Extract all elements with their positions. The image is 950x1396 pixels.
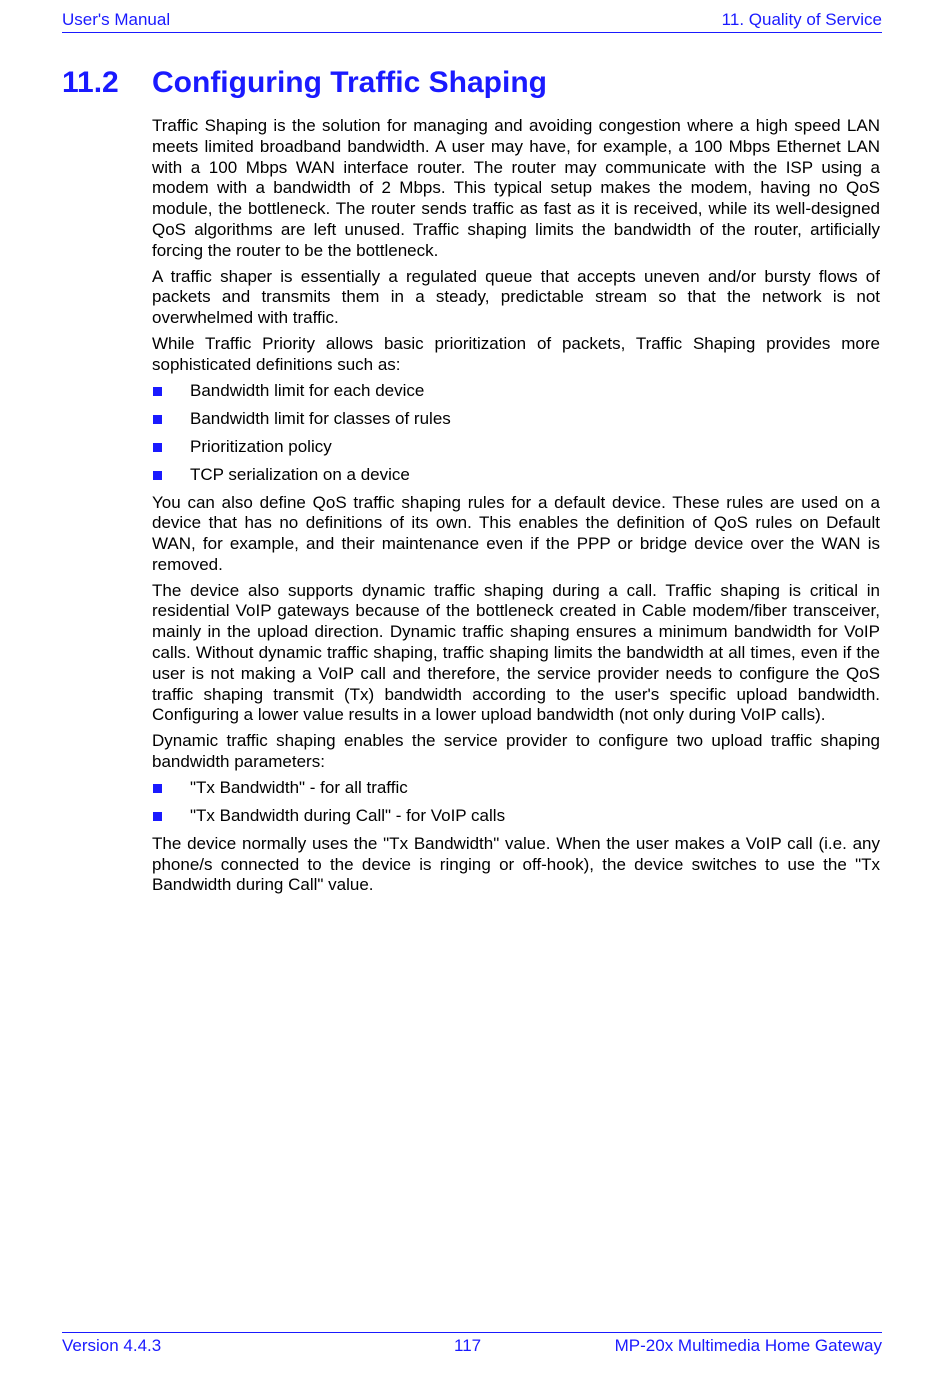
footer-version: Version 4.4.3 (62, 1336, 162, 1355)
square-bullet-icon (153, 415, 162, 424)
paragraph-dynamic-shaping: The device also supports dynamic traffic shaping during a call. Traffic shaping is critical in residential VoIP gateways because of the bottleneck created in Cable modem/fiber transceiver, mainly in the upload direction. Dynamic traffic shaping ensures a minimum bandwidth for VoIP calls. Without dynamic traffic shaping, traffic shaping limits the bandwidth at all times, even if the user is not making a VoIP call and therefore, the service provider needs to configure the QoS traffic shaping transmit (Tx) bandwidth according to the user's specific upload bandwidth. Configuring a lower value results in a lower upload bandwidth (not only during VoIP calls). (152, 580, 880, 725)
header-chapter-title: 11. Quality of Service (721, 10, 882, 29)
paragraph-tx-usage: The device normally uses the "Tx Bandwidth" value. When the user makes a VoIP call (i.e. any phone/s connected to the device is ringing or off-hook), the device switches to use the "Tx Bandwidth during Call" value. (152, 833, 880, 895)
paragraph-priority: While Traffic Priority allows basic prioritization of packets, Traffic Shaping provides more sophisticated definitions such as: (152, 333, 880, 374)
square-bullet-icon (153, 443, 162, 452)
page-number: 117 (454, 1336, 482, 1355)
square-bullet-icon (153, 471, 162, 480)
list-item: Prioritization policy (152, 437, 880, 458)
parameters-list (152, 778, 880, 827)
list-item: "Tx Bandwidth" - for all traffic (152, 778, 880, 799)
paragraph-intro: Traffic Shaping is the solution for managing and avoiding congestion where a high speed LAN meets limited broadband bandwidth. A user may have, for example, a 100 Mbps Ethernet LAN with a 100 Mbps WAN interface router. The router may communicate with the ISP using a modem with a bandwidth of 2 Mbps. This typical setup makes the modem, having no QoS module, the bottleneck. The router sends traffic as fast as it is received, while its well-designed QoS algorithms are left unused. Traffic shaping limits the bandwidth of the router, artificially forcing the router to be the bottleneck. (152, 116, 880, 260)
paragraph-parameters: Dynamic traffic shaping enables the service provider to configure two upload traffic shaping bandwidth parameters: (152, 731, 880, 772)
section-number: 11.2 (62, 66, 119, 99)
page-header (62, 8, 882, 33)
list-item: Bandwidth limit for classes of rules (152, 409, 880, 430)
body-content (152, 116, 880, 901)
square-bullet-icon (153, 784, 162, 793)
section-title: Configuring Traffic Shaping (152, 66, 547, 99)
paragraph-shaper: A traffic shaper is essentially a regulated queue that accepts uneven and/or bursty flows of packets and transmits them in a steady, predictable stream so that the network is not overwhelmed with traffic. (152, 266, 880, 328)
list-item: TCP serialization on a device (152, 465, 880, 486)
page-footer (62, 1332, 882, 1357)
square-bullet-icon (153, 387, 162, 396)
paragraph-default-device: You can also define QoS traffic shaping rules for a default device. These rules are used on a device that has no definitions of its own. This enables the definition of QoS rules on Default WAN, for example, and their maintenance even if the PPP or bridge device over the WAN is removed. (152, 492, 880, 574)
list-item: "Tx Bandwidth during Call" - for VoIP calls (152, 806, 880, 827)
header-manual-title: User's Manual (62, 10, 171, 29)
list-item: Bandwidth limit for each device (152, 381, 880, 402)
definitions-list (152, 381, 880, 486)
square-bullet-icon (153, 812, 162, 821)
footer-product-name: MP-20x Multimedia Home Gateway (614, 1336, 882, 1355)
section-heading (62, 66, 547, 100)
